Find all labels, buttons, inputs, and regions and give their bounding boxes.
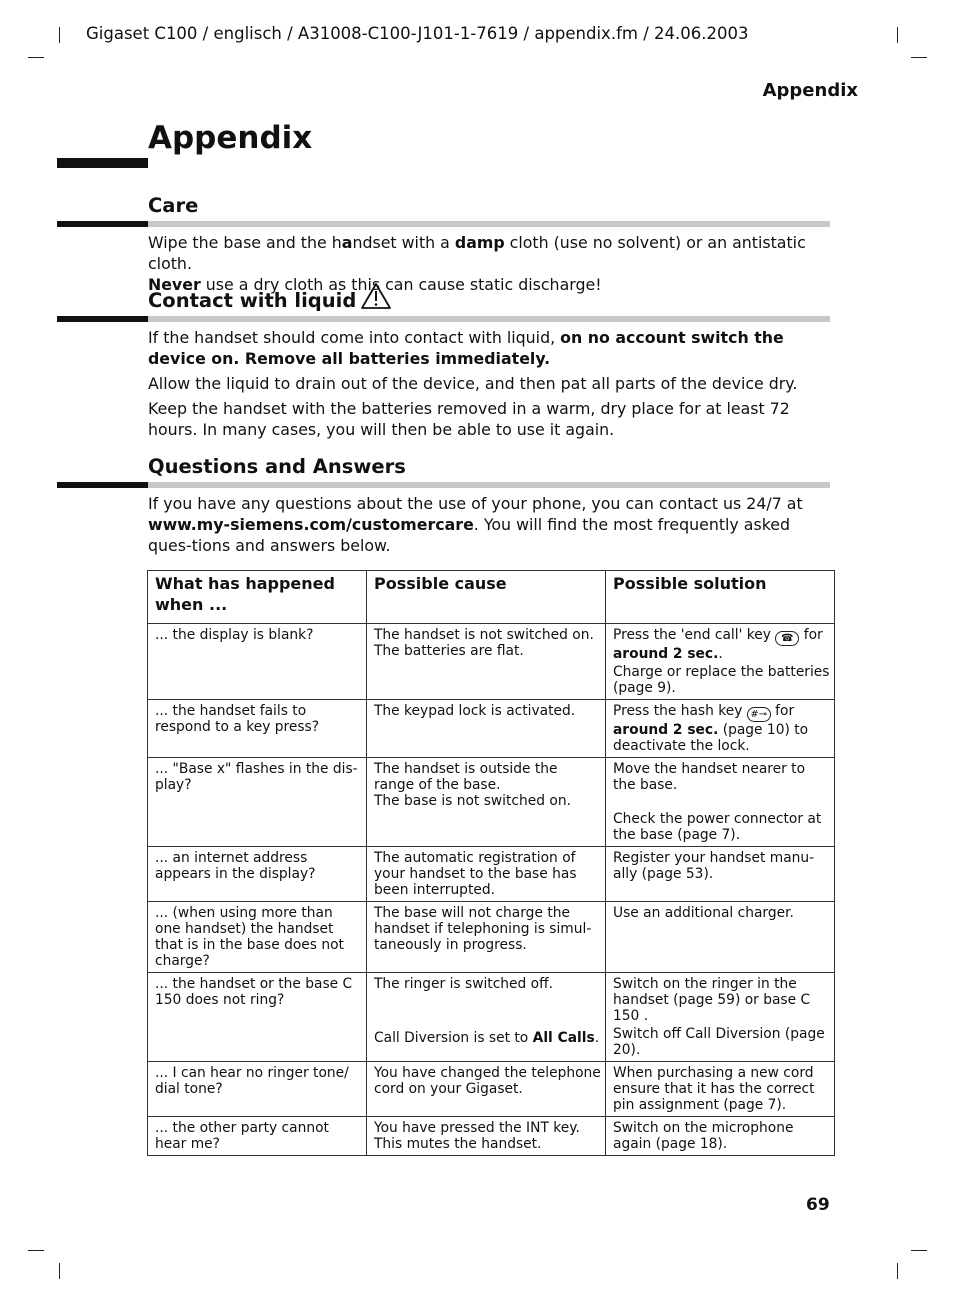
cell-cause: The handset is not switched on. The batteries are flat.: [367, 624, 606, 700]
section-rule: [57, 316, 148, 322]
cell-what: ... "Base x" flashes in the dis-play?: [148, 758, 367, 847]
crop-mark: [911, 57, 927, 58]
cell-cause: You have changed the telephone cord on your Gigaset.: [367, 1062, 606, 1117]
cell-solution: Register your handset manu-ally (page 53).: [606, 847, 835, 902]
cell-what: ... the other party cannot hear me?: [148, 1117, 367, 1156]
table-row: [148, 624, 835, 700]
cell-solution: Press the 'end call' key ☎ for around 2 sec.. Charge or replace the batteries (page 9).: [606, 624, 835, 700]
qa-intro-text: If you have any questions about the use of your phone, you can contact us 24/7 at www.my-siemens.com/customercare. You will find the most frequently asked ques-tions and answers below.: [148, 494, 803, 555]
section-rule: [148, 221, 830, 227]
document-header: Gigaset C100 / englisch / A31008-C100-J101-1-7619 / appendix.fm / 24.06.2003: [86, 24, 749, 43]
cell-solution: Use an additional charger.: [606, 902, 835, 973]
customercare-link: www.my-siemens.com/customercare: [148, 515, 474, 534]
cell-solution: Switch on the microphone again (page 18).: [606, 1117, 835, 1156]
warning-icon: [360, 282, 392, 310]
cell-solution: Switch on the ringer in the handset (page 59) or base C 150 . Switch off Call Diversion (page 20).: [606, 973, 835, 1062]
table-row: [148, 973, 835, 1062]
liquid-drain-text: Allow the liquid to drain out of the device, and then pat all parts of the device dry.: [148, 374, 798, 393]
column-header-solution: Possible solution: [606, 571, 835, 624]
table-row: [148, 902, 835, 973]
table-row: [148, 1117, 835, 1156]
cell-cause: The base will not charge the handset if telephoning is simul-taneously in progress.: [367, 902, 606, 973]
section-rule: [148, 316, 830, 322]
section-title-liquid: Contact with liquid: [148, 289, 357, 312]
column-header-cause: Possible cause: [367, 571, 606, 624]
care-text: Wipe the base and the handset with a damp cloth (use no solvent) or an antistatic cloth. Never use a dry cloth as this can cause static discharge!: [148, 233, 806, 294]
qa-table: [147, 570, 835, 1156]
page-number: 69: [806, 1195, 830, 1215]
cell-what: ... an internet address appears in the display?: [148, 847, 367, 902]
crop-mark: [897, 27, 898, 43]
cell-cause: The automatic registration of your handset to the base has been interrupted.: [367, 847, 606, 902]
table-row: [148, 847, 835, 902]
running-head: Appendix: [762, 80, 858, 101]
crop-mark: [897, 1263, 898, 1279]
crop-mark: [911, 1250, 927, 1251]
cell-cause: The keypad lock is activated.: [367, 700, 606, 758]
crop-mark: [59, 27, 60, 43]
liquid-warning-text: If the handset should come into contact with liquid, on no account switch the device on. Remove all batteries immediately.: [148, 328, 784, 368]
table-row: [148, 758, 835, 847]
table-row: [148, 700, 835, 758]
liquid-dry-text: Keep the handset with the batteries removed in a warm, dry place for at least 72 hours. In many cases, you will then be able to use it again.: [148, 399, 790, 439]
section-rule: [148, 482, 830, 488]
table-row: [148, 1062, 835, 1117]
cell-solution: When purchasing a new cord ensure that it has the correct pin assignment (page 7).: [606, 1062, 835, 1117]
hash-key-icon: #⊸: [747, 707, 771, 722]
cell-cause: The ringer is switched off. Call Diversion is set to All Calls.: [367, 973, 606, 1062]
cell-cause: You have pressed the INT key. This mutes the handset.: [367, 1117, 606, 1156]
cell-what: ... I can hear no ringer tone/ dial tone?: [148, 1062, 367, 1117]
section-rule: [57, 482, 148, 488]
cell-what: ... the handset or the base C 150 does not ring?: [148, 973, 367, 1062]
crop-mark: [28, 57, 44, 58]
column-header-what: What has happened when ...: [148, 571, 367, 624]
chapter-title: Appendix: [148, 120, 313, 156]
section-title-care: Care: [148, 194, 199, 217]
cell-cause: The handset is outside the range of the base. The base is not switched on.: [367, 758, 606, 847]
table-header-row: [148, 571, 835, 624]
cell-what: ... the handset fails to respond to a key press?: [148, 700, 367, 758]
chapter-bar: [57, 158, 148, 168]
crop-mark: [59, 1263, 60, 1279]
end-call-key-icon: ☎: [775, 631, 799, 646]
section-title-qa: Questions and Answers: [148, 455, 406, 478]
crop-mark: [28, 1250, 44, 1251]
cell-solution: Move the handset nearer to the base. Check the power connector at the base (page 7).: [606, 758, 835, 847]
cell-solution: Press the hash key #⊸ for around 2 sec. (page 10) to deactivate the lock.: [606, 700, 835, 758]
section-rule: [57, 221, 148, 227]
cell-what: ... (when using more than one handset) the handset that is in the base does not charge?: [148, 902, 367, 973]
cell-what: ... the display is blank?: [148, 624, 367, 700]
